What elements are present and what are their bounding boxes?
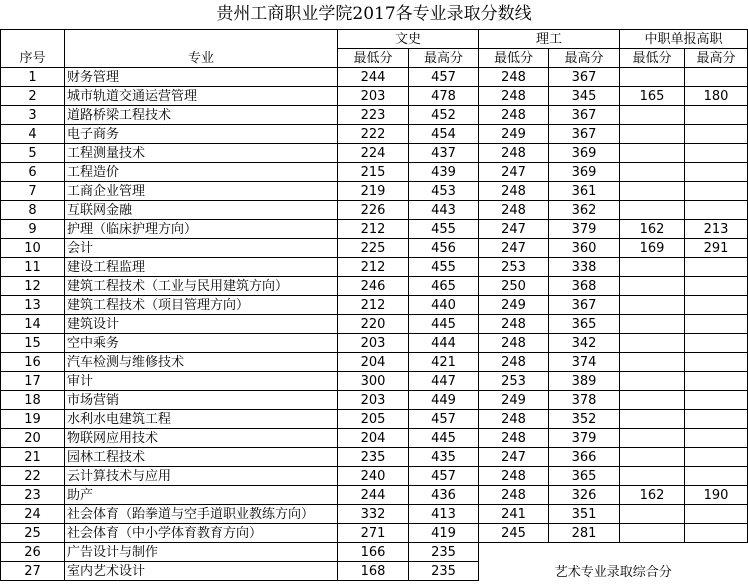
- cell-wenshi-max: 447: [409, 372, 479, 391]
- cell-wenshi-min: 222: [338, 125, 409, 144]
- cell-ligong-max: 379: [549, 429, 620, 448]
- cell-seq: 2: [1, 87, 65, 106]
- cell-wenshi-max: 456: [409, 239, 479, 258]
- cell-wenshi-min: 300: [338, 372, 409, 391]
- cell-wenshi-max: 413: [409, 505, 479, 524]
- cell-ligong-min: 241: [479, 505, 549, 524]
- cell-major: 助产: [65, 486, 338, 505]
- cell-zhongzhi-max: [685, 296, 748, 315]
- cell-zhongzhi-min: [620, 505, 685, 524]
- table-body: [1, 68, 748, 581]
- cell-seq: 22: [1, 467, 65, 486]
- table-row: [1, 410, 748, 429]
- cell-major: 建设工程监理: [65, 258, 338, 277]
- cell-wenshi-min: 223: [338, 106, 409, 125]
- cell-wenshi-min: 204: [338, 353, 409, 372]
- cell-wenshi-max: 445: [409, 315, 479, 334]
- cell-wenshi-min: 235: [338, 448, 409, 467]
- table-row: [1, 201, 748, 220]
- cell-art-max: 235: [409, 543, 479, 562]
- cell-zhongzhi-max: [685, 277, 748, 296]
- table-row: [1, 220, 748, 239]
- cell-ligong-min: 253: [479, 372, 549, 391]
- cell-zhongzhi-min: [620, 467, 685, 486]
- cell-major: 汽车检测与维修技术: [65, 353, 338, 372]
- cell-ligong-min: 248: [479, 87, 549, 106]
- cell-seq: 3: [1, 106, 65, 125]
- cell-major: 社会体育（跆拳道与空手道职业教练方向）: [65, 505, 338, 524]
- cell-ligong-max: 374: [549, 353, 620, 372]
- header-ligong: 理工: [479, 30, 620, 49]
- cell-wenshi-min: 332: [338, 505, 409, 524]
- table-row: [1, 524, 748, 543]
- cell-seq: 10: [1, 239, 65, 258]
- cell-ligong-min: 248: [479, 68, 549, 87]
- cell-seq: 8: [1, 201, 65, 220]
- cell-zhongzhi-max: [685, 182, 748, 201]
- table-row: [1, 391, 748, 410]
- cell-zhongzhi-max: [685, 467, 748, 486]
- cell-wenshi-min: 203: [338, 87, 409, 106]
- cell-zhongzhi-max: [685, 201, 748, 220]
- art-note: 艺术专业录取综合分: [479, 543, 748, 581]
- cell-zhongzhi-min: [620, 258, 685, 277]
- cell-zhongzhi-min: [620, 391, 685, 410]
- cell-zhongzhi-max: [685, 315, 748, 334]
- cell-zhongzhi-max: [685, 353, 748, 372]
- cell-wenshi-min: 205: [338, 410, 409, 429]
- cell-art-min: 166: [338, 543, 409, 562]
- cell-art-max: 235: [409, 562, 479, 581]
- cell-ligong-min: 248: [479, 334, 549, 353]
- cell-wenshi-max: 478: [409, 87, 479, 106]
- cell-art-min: 168: [338, 562, 409, 581]
- cell-ligong-max: 361: [549, 182, 620, 201]
- cell-wenshi-min: 244: [338, 486, 409, 505]
- cell-ligong-max: 351: [549, 505, 620, 524]
- cell-major: 工商企业管理: [65, 182, 338, 201]
- cell-ligong-min: 249: [479, 296, 549, 315]
- cell-ligong-max: 326: [549, 486, 620, 505]
- cell-wenshi-min: 219: [338, 182, 409, 201]
- table-row: [1, 543, 748, 562]
- cell-ligong-max: 368: [549, 277, 620, 296]
- cell-ligong-min: 248: [479, 486, 549, 505]
- cell-major: 审计: [65, 372, 338, 391]
- cell-seq: 17: [1, 372, 65, 391]
- cell-ligong-max: 379: [549, 220, 620, 239]
- cell-major: 广告设计与制作: [65, 543, 338, 562]
- cell-wenshi-max: 436: [409, 486, 479, 505]
- cell-wenshi-min: 220: [338, 315, 409, 334]
- cell-wenshi-min: 240: [338, 467, 409, 486]
- table-row: [1, 106, 748, 125]
- cell-wenshi-min: 271: [338, 524, 409, 543]
- cell-ligong-max: 352: [549, 410, 620, 429]
- cell-ligong-max: 365: [549, 315, 620, 334]
- cell-zhongzhi-min: [620, 429, 685, 448]
- cell-seq: 24: [1, 505, 65, 524]
- cell-wenshi-max: 440: [409, 296, 479, 315]
- cell-seq: 15: [1, 334, 65, 353]
- table-title: 贵州工商职业学院2017各专业录取分数线: [1, 0, 748, 30]
- cell-wenshi-max: 439: [409, 163, 479, 182]
- table-row: [1, 87, 748, 106]
- cell-ligong-min: 247: [479, 220, 549, 239]
- cell-ligong-min: 247: [479, 448, 549, 467]
- cell-seq: 21: [1, 448, 65, 467]
- cell-major: 市场营销: [65, 391, 338, 410]
- cell-zhongzhi-max: [685, 429, 748, 448]
- cell-major: 建筑工程技术（工业与民用建筑方向）: [65, 277, 338, 296]
- table-row: [1, 448, 748, 467]
- cell-ligong-max: 345: [549, 87, 620, 106]
- cell-zhongzhi-min: [620, 296, 685, 315]
- cell-major: 护理（临床护理方向）: [65, 220, 338, 239]
- table-row: [1, 163, 748, 182]
- cell-ligong-max: 369: [549, 163, 620, 182]
- cell-wenshi-max: 443: [409, 201, 479, 220]
- cell-zhongzhi-min: [620, 372, 685, 391]
- cell-ligong-min: 249: [479, 125, 549, 144]
- cell-seq: 13: [1, 296, 65, 315]
- cell-zhongzhi-max: [685, 163, 748, 182]
- cell-zhongzhi-min: 162: [620, 486, 685, 505]
- cell-zhongzhi-min: [620, 410, 685, 429]
- cell-major: 物联网应用技术: [65, 429, 338, 448]
- cell-major: 建筑设计: [65, 315, 338, 334]
- cell-seq: 11: [1, 258, 65, 277]
- cell-major: 电子商务: [65, 125, 338, 144]
- cell-wenshi-min: 212: [338, 220, 409, 239]
- cell-zhongzhi-min: [620, 277, 685, 296]
- table-row: [1, 486, 748, 505]
- cell-major: 城市轨道交通运营管理: [65, 87, 338, 106]
- cell-zhongzhi-max: 213: [685, 220, 748, 239]
- cell-ligong-max: 367: [549, 106, 620, 125]
- cell-major: 建筑工程技术（项目管理方向）: [65, 296, 338, 315]
- cell-ligong-max: 367: [549, 296, 620, 315]
- cell-major: 会计: [65, 239, 338, 258]
- cell-ligong-max: 389: [549, 372, 620, 391]
- cell-zhongzhi-min: [620, 106, 685, 125]
- cell-ligong-max: 365: [549, 467, 620, 486]
- table-row: [1, 144, 748, 163]
- cell-zhongzhi-min: [620, 448, 685, 467]
- cell-seq: 9: [1, 220, 65, 239]
- cell-wenshi-min: 212: [338, 296, 409, 315]
- cell-zhongzhi-min: [620, 163, 685, 182]
- cell-seq: 5: [1, 144, 65, 163]
- cell-ligong-min: 253: [479, 258, 549, 277]
- cell-major: 园林工程技术: [65, 448, 338, 467]
- cell-zhongzhi-max: [685, 334, 748, 353]
- cell-seq: 14: [1, 315, 65, 334]
- cell-wenshi-max: 452: [409, 106, 479, 125]
- cell-zhongzhi-max: 291: [685, 239, 748, 258]
- table-row: [1, 505, 748, 524]
- cell-seq: 26: [1, 543, 65, 562]
- header-wenshi: 文史: [338, 30, 479, 49]
- cell-ligong-min: 248: [479, 201, 549, 220]
- table-row: [1, 429, 748, 448]
- cell-ligong-max: 366: [549, 448, 620, 467]
- cell-zhongzhi-min: [620, 182, 685, 201]
- cell-wenshi-min: 226: [338, 201, 409, 220]
- header-major: 专业: [65, 30, 338, 68]
- cell-wenshi-max: 454: [409, 125, 479, 144]
- cell-wenshi-min: 212: [338, 258, 409, 277]
- cell-ligong-min: 248: [479, 429, 549, 448]
- cell-ligong-max: 360: [549, 239, 620, 258]
- cell-major: 工程测量技术: [65, 144, 338, 163]
- cell-wenshi-max: 437: [409, 144, 479, 163]
- cell-major: 道路桥梁工程技术: [65, 106, 338, 125]
- cell-major: 财务管理: [65, 68, 338, 87]
- table-row: [1, 334, 748, 353]
- cell-ligong-max: 367: [549, 68, 620, 87]
- cell-wenshi-max: 453: [409, 182, 479, 201]
- cell-ligong-min: 247: [479, 163, 549, 182]
- cell-wenshi-max: 449: [409, 391, 479, 410]
- cell-zhongzhi-min: [620, 201, 685, 220]
- cell-wenshi-max: 457: [409, 68, 479, 87]
- cell-seq: 23: [1, 486, 65, 505]
- cell-ligong-min: 248: [479, 144, 549, 163]
- header-zhongzhi-min: 最低分: [620, 49, 685, 68]
- table-row: [1, 372, 748, 391]
- cell-seq: 7: [1, 182, 65, 201]
- cell-ligong-max: 367: [549, 125, 620, 144]
- table-row: [1, 315, 748, 334]
- table-row: [1, 353, 748, 372]
- cell-wenshi-max: 455: [409, 220, 479, 239]
- cell-ligong-max: 338: [549, 258, 620, 277]
- cell-wenshi-min: 225: [338, 239, 409, 258]
- cell-ligong-min: 247: [479, 239, 549, 258]
- cell-ligong-min: 248: [479, 106, 549, 125]
- header-ligong-max: 最高分: [549, 49, 620, 68]
- cell-ligong-max: 362: [549, 201, 620, 220]
- table-row: [1, 258, 748, 277]
- cell-ligong-min: 250: [479, 277, 549, 296]
- cell-wenshi-max: 457: [409, 410, 479, 429]
- cell-seq: 20: [1, 429, 65, 448]
- cell-zhongzhi-max: [685, 125, 748, 144]
- cell-major: 工程造价: [65, 163, 338, 182]
- cell-wenshi-max: 445: [409, 429, 479, 448]
- cell-wenshi-max: 455: [409, 258, 479, 277]
- cell-zhongzhi-min: [620, 524, 685, 543]
- cell-ligong-min: 249: [479, 391, 549, 410]
- cell-seq: 6: [1, 163, 65, 182]
- cell-ligong-min: 248: [479, 467, 549, 486]
- cell-zhongzhi-min: [620, 315, 685, 334]
- cell-wenshi-min: 246: [338, 277, 409, 296]
- cell-wenshi-min: 224: [338, 144, 409, 163]
- cell-major: 室内艺术设计: [65, 562, 338, 581]
- cell-seq: 12: [1, 277, 65, 296]
- cell-ligong-min: 248: [479, 410, 549, 429]
- table-row: [1, 182, 748, 201]
- cell-ligong-max: 369: [549, 144, 620, 163]
- cell-zhongzhi-min: 165: [620, 87, 685, 106]
- cell-zhongzhi-min: [620, 125, 685, 144]
- header-seq: 序号: [1, 30, 65, 68]
- cell-zhongzhi-max: [685, 372, 748, 391]
- cell-seq: 4: [1, 125, 65, 144]
- cell-major: 云计算技术与应用: [65, 467, 338, 486]
- cell-ligong-min: 248: [479, 315, 549, 334]
- cell-zhongzhi-min: 162: [620, 220, 685, 239]
- cell-seq: 19: [1, 410, 65, 429]
- cell-zhongzhi-max: [685, 524, 748, 543]
- cell-wenshi-max: 435: [409, 448, 479, 467]
- cell-ligong-min: 248: [479, 182, 549, 201]
- cell-zhongzhi-min: 169: [620, 239, 685, 258]
- table-row: [1, 239, 748, 258]
- cell-wenshi-min: 204: [338, 429, 409, 448]
- header-zhongzhi: 中职单报高职: [620, 30, 748, 49]
- cell-zhongzhi-min: [620, 144, 685, 163]
- cell-seq: 1: [1, 68, 65, 87]
- cell-zhongzhi-max: [685, 68, 748, 87]
- cell-zhongzhi-max: 180: [685, 87, 748, 106]
- cell-ligong-max: 378: [549, 391, 620, 410]
- cell-zhongzhi-max: [685, 391, 748, 410]
- cell-wenshi-min: 244: [338, 68, 409, 87]
- cell-zhongzhi-max: [685, 106, 748, 125]
- cell-wenshi-min: 203: [338, 334, 409, 353]
- cell-zhongzhi-max: [685, 505, 748, 524]
- header-wenshi-min: 最低分: [338, 49, 409, 68]
- cell-seq: 18: [1, 391, 65, 410]
- table-row: [1, 277, 748, 296]
- cell-wenshi-min: 203: [338, 391, 409, 410]
- cell-wenshi-max: 419: [409, 524, 479, 543]
- cell-major: 互联网金融: [65, 201, 338, 220]
- cell-ligong-max: 342: [549, 334, 620, 353]
- header-ligong-min: 最低分: [479, 49, 549, 68]
- cell-zhongzhi-min: [620, 353, 685, 372]
- cell-wenshi-max: 421: [409, 353, 479, 372]
- table-row: [1, 125, 748, 144]
- cell-zhongzhi-max: 190: [685, 486, 748, 505]
- cell-seq: 25: [1, 524, 65, 543]
- cell-zhongzhi-max: [685, 410, 748, 429]
- cell-seq: 27: [1, 562, 65, 581]
- cell-ligong-min: 248: [479, 353, 549, 372]
- cell-wenshi-max: 444: [409, 334, 479, 353]
- table-row: [1, 68, 748, 87]
- header-wenshi-max: 最高分: [409, 49, 479, 68]
- cell-major: 空中乘务: [65, 334, 338, 353]
- cell-ligong-max: 281: [549, 524, 620, 543]
- cell-zhongzhi-max: [685, 448, 748, 467]
- table-row: [1, 296, 748, 315]
- cell-wenshi-min: 215: [338, 163, 409, 182]
- cell-zhongzhi-min: [620, 334, 685, 353]
- table-row: [1, 467, 748, 486]
- header-zhongzhi-max: 最高分: [685, 49, 748, 68]
- cell-major: 水利水电建筑工程: [65, 410, 338, 429]
- cell-seq: 16: [1, 353, 65, 372]
- cell-wenshi-max: 465: [409, 277, 479, 296]
- cell-ligong-min: 245: [479, 524, 549, 543]
- cell-major: 社会体育（中小学体育教育方向）: [65, 524, 338, 543]
- cell-zhongzhi-max: [685, 258, 748, 277]
- cell-wenshi-max: 457: [409, 467, 479, 486]
- cell-zhongzhi-max: [685, 144, 748, 163]
- cell-zhongzhi-min: [620, 68, 685, 87]
